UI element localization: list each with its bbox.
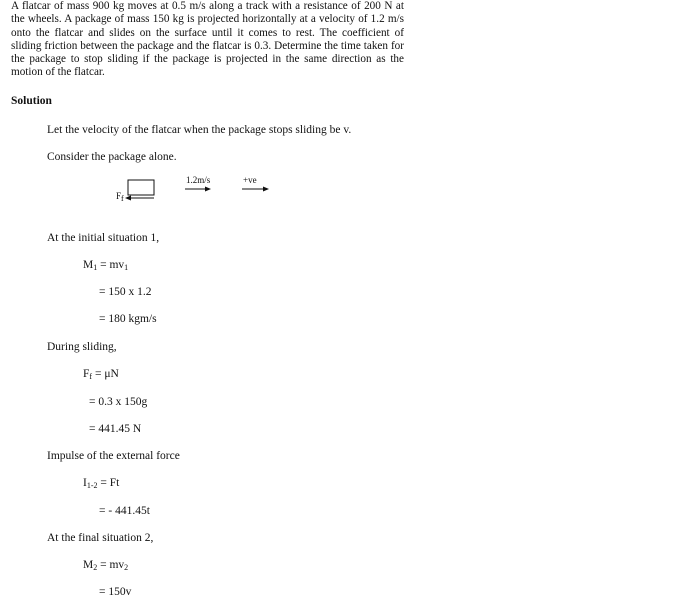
friction-equation: $F_f = \mu N$: [83, 368, 119, 381]
momentum-2-step-1: = 150v: [99, 586, 132, 598]
momentum-1-step-1: = 150 x 1.2: [99, 286, 152, 298]
intro-text: Let the velocity of the flatcar when the package stops sliding be v.: [47, 124, 352, 136]
consider-text: Consider the package alone.: [47, 151, 177, 163]
momentum-1-step-2: = 180 kgm/s: [99, 313, 157, 325]
package-box: [128, 180, 154, 195]
problem-statement: A flatcar of mass 900 kg moves at 0.5 m/s along a track with a resistance of 200 N at the wheels. A package of mass 150 kg is projected horizontally at a velocity of 1.2 m/s onto the flatcar and slides on the surface until it comes to rest. The coefficient of sliding friction between the package and the flatcar is 0.3. Determine the time taken for the package to stop sliding if the package is projected in the same direction as the motion of the flatcar.: [11, 0, 404, 79]
direction-label: +ve: [243, 175, 257, 185]
momentum-2-equation: $M_2 = mv_2$: [83, 559, 129, 572]
friction-step-1: = 0.3 x 150g: [89, 396, 148, 408]
velocity-label: 1.2m/s: [186, 175, 211, 185]
friction-arrowhead: [125, 196, 131, 201]
final-heading: At the final situation 2,: [47, 532, 154, 544]
momentum-1-equation: $M_1 = mv_1$: [83, 259, 129, 272]
velocity-arrowhead: [205, 187, 211, 192]
initial-heading: At the initial situation 1,: [47, 232, 160, 244]
solution-heading: Solution: [11, 95, 52, 107]
impulse-equation: $I_{1-2} = Ft$: [83, 477, 120, 490]
impulse-step-1: = - 441.45t: [99, 505, 150, 517]
free-body-diagram: [105, 170, 285, 210]
friction-label: $F_f$: [116, 191, 124, 203]
direction-arrowhead: [263, 187, 269, 192]
sliding-heading: During sliding,: [47, 341, 117, 353]
friction-step-2: = 441.45 N: [89, 423, 142, 435]
impulse-heading: Impulse of the external force: [47, 450, 180, 462]
